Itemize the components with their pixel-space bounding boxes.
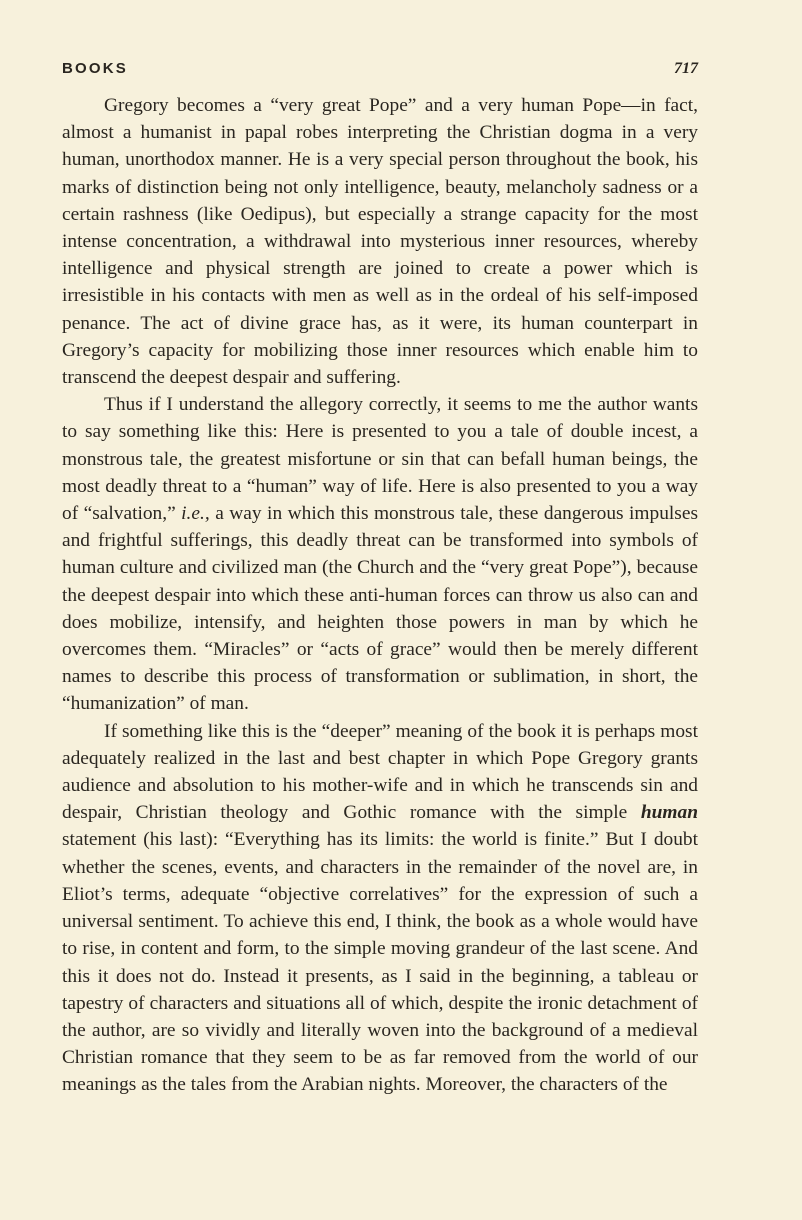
paragraph xyxy=(62,92,698,391)
running-head xyxy=(62,60,698,78)
paragraph-text: Thus if I understand the allegory correctly, it seems to me the author wants to say something like this: Here is presented to you a tale of double incest, a monstrous tale, the greatest misfortune or sin that can befall human beings, the most deadly threat to a “human” way of life. Here is also presented to you a way of “salvation,” xyxy=(62,394,698,525)
paragraph-text: statement (his last): “Everything has its limits: the world is finite.” But I doubt whether the scenes, events, and characters in the remainder of the novel are, in Eliot’s terms, adequate “objective correlatives” for the expression of such a universal sentiment. To achieve this end, I think, the book as a whole would have to rise, in content and form, to the simple moving grandeur of the last scene. And this it does not do. Instead it presents, as I said in the beginning, a tableau or tapestry of characters and situations all of which, despite the ironic detachment of the author, are so vividly and literally woven into the background of a medieval Christian romance that they seem to be as far removed from the world of our meanings as the tales from the Arabian nights. Moreover, the characters of the xyxy=(62,829,698,1096)
book-page xyxy=(62,60,698,1099)
section-title: BOOKS xyxy=(62,60,129,77)
emphasis-text: human xyxy=(640,802,698,824)
page-number: 717 xyxy=(674,60,698,77)
paragraph-text: Gregory becomes a “very great Pope” and a very human Pope—in fact, almost a humanist in papal robes interpreting the Christian dogma in a very human, unorthodox manner. He is a very special person throughout the book, his marks of distinction being not only intelligence, beauty, melancholy sadness or a certain rashness (like Oedipus), but especially a strange capacity for the most intense concentration, a withdrawal into mysterious inner resources, whereby intelligence and physical strength are joined to create a power which is irresistible in his contacts with men as well as in the ordeal of his self-imposed penance. The act of divine grace has, as it were, its human counterpart in Gregory’s capacity for mobilizing those inner resources which enable him to transcend the deepest despair and suffering. xyxy=(62,95,698,389)
paragraph xyxy=(62,391,698,717)
paragraph-text: If something like this is the “deeper” meaning of the book it is perhaps most adequately realized in the last and best chapter in which Pope Gregory grants audience and absolution to his mother-wife and in which he transcends sin and despair, Christian theology and Gothic romance with the simple xyxy=(62,720,698,824)
italic-text: i.e., xyxy=(181,503,210,525)
paragraph xyxy=(62,718,698,1099)
paragraph-text: a way in which this monstrous tale, these dangerous impulses and frightful sufferings, this deadly threat can be transformed into symbols of human culture and civilized man (the Church and the “very great Pope”), because the deepest despair into which these anti-human forces can throw us also can and does mobilize, intensify, and heighten those powers in man by which he overcomes them. “Miracles” or “acts of grace” would then be merely different names to describe this process of transformation or sublimation, in short, the “humanization” of man. xyxy=(62,503,698,715)
